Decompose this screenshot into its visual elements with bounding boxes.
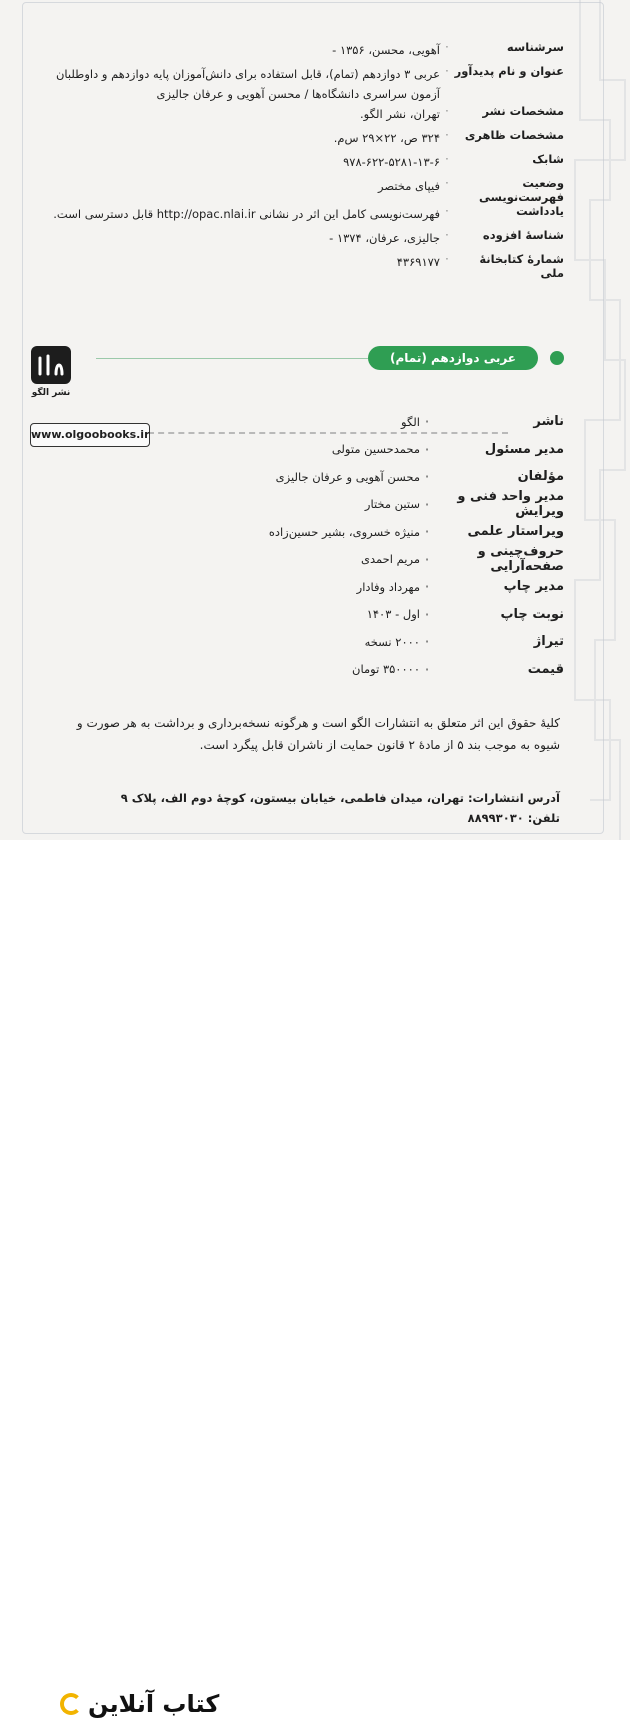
cip-label: شابک <box>532 152 564 166</box>
brand-logo[interactable] <box>60 1690 219 1718</box>
credit-value: مریم احمدی <box>360 552 420 567</box>
cip-label: عنوان و نام پدیدآور <box>454 64 564 78</box>
credits-section <box>244 408 564 683</box>
website-link[interactable]: www.olgoobooks.ir <box>30 423 150 447</box>
credit-label: مدیر چاپ <box>503 579 564 595</box>
credit-value: اول - ۱۴۰۳ <box>366 607 420 622</box>
credit-label: حروف‌چینی و صفحه‌آرایی <box>477 544 564 575</box>
credit-value: محمدحسین متولی <box>331 442 420 457</box>
cip-row: مشخصات نشر · تهران، نشر الگو. <box>44 104 564 128</box>
credit-row: مدیر واحد فنی و ویرایش · ستین مختار <box>244 491 564 519</box>
title-banner <box>368 346 564 372</box>
credit-value: ستین مختار <box>364 497 420 512</box>
banner-dot-icon <box>550 351 564 365</box>
credit-label: قیمت <box>527 661 564 677</box>
credit-row: نوبت چاپ · اول - ۱۴۰۳ <box>244 601 564 629</box>
credit-row: حروف‌چینی و صفحه‌آرایی · مریم احمدی <box>244 546 564 574</box>
credit-label: مدیر مسئول <box>484 441 564 457</box>
publisher-logo <box>28 346 74 408</box>
cip-label: شمارهٔ کتابخانهٔ ملی <box>479 252 564 280</box>
cip-row: شابک · ۹۷۸-۶۲۲-۵۲۸۱-۱۳-۶ <box>44 152 564 176</box>
credit-label: مؤلفان <box>517 469 564 485</box>
cip-label: سرشناسه <box>506 40 564 54</box>
cip-value: ۳۲۴ ص، ۲۲×۲۹ س‌م. <box>333 131 440 145</box>
credit-row: مدیر چاپ · مهرداد وفادار <box>244 573 564 601</box>
credit-row: ویراستار علمی · منیژه خسروی، بشیر حسین‌زاده <box>244 518 564 546</box>
credit-value: ۳۵۰۰۰۰ تومان <box>352 662 420 677</box>
credit-row: مدیر مسئول · محمدحسین متولی <box>244 436 564 464</box>
brand-name: کتاب آنلاین <box>88 1690 220 1718</box>
credit-value: ۲۰۰۰ نسخه <box>364 634 420 649</box>
publisher-phone: تلفن: ۸۸۹۹۳۰۳۰ <box>467 811 560 825</box>
decorative-border-pattern <box>570 0 630 840</box>
credit-value: مهرداد وفادار <box>356 579 420 594</box>
credit-value: محسن آهویی و عرفان جالیزی <box>275 469 420 484</box>
credit-row: مؤلفان · محسن آهویی و عرفان جالیزی <box>244 463 564 491</box>
cip-section <box>44 40 564 280</box>
credit-label: مدیر واحد فنی و ویرایش <box>457 489 564 520</box>
cip-row: شناسهٔ افزوده · جالیزی، عرفان، ۱۳۷۴ - <box>44 228 564 252</box>
publisher-address-block <box>60 788 560 828</box>
book-page <box>0 0 630 840</box>
footer-bar <box>0 840 630 1718</box>
credit-value: الگو <box>401 414 420 429</box>
credit-label: ناشر <box>533 414 564 430</box>
banner-title: عربی دوازدهم (تمام) <box>368 346 538 370</box>
cip-label: مشخصات ظاهری <box>464 128 564 142</box>
olgoo-logo-icon <box>31 346 71 384</box>
credit-label: تیراژ <box>533 634 564 650</box>
cip-row: یادداشت · فهرست‌نویسی کامل این اثر در نشانی http://opac.nlai.ir قابل دسترسی است. <box>44 204 564 228</box>
cip-label: شناسهٔ افزوده <box>482 228 564 242</box>
cip-row: مشخصات ظاهری · ۳۲۴ ص، ۲۲×۲۹ س‌م. <box>44 128 564 152</box>
cip-row: سرشناسه · آهویی، محسن، ۱۳۵۶ - <box>44 40 564 64</box>
cip-value: فیپای مختصر <box>378 179 440 193</box>
cip-value: ۴۳۶۹۱۷۷ <box>396 255 440 269</box>
credit-row: تیراژ · ۲۰۰۰ نسخه <box>244 628 564 656</box>
cip-value: آهویی، محسن، ۱۳۵۶ - <box>332 43 440 57</box>
cip-value: تهران، نشر الگو. <box>360 107 440 121</box>
logo-caption: نشر الگو <box>31 388 71 398</box>
cip-label: مشخصات نشر <box>482 104 564 118</box>
cip-label: وضعیت فهرست‌نویسی <box>479 176 564 204</box>
credit-row: قیمت · ۳۵۰۰۰۰ تومان <box>244 656 564 684</box>
credit-label: ویراستار علمی <box>467 524 564 540</box>
cip-value: عربی ۳ دوازدهم (تمام)، قابل استفاده برای دانش‌آموزان پایه دوازدهم و داوطلبان آزمون سراسری دانشگاه‌ها / محسن آهویی و عرفان جالیزی <box>55 67 440 101</box>
cip-value: ۹۷۸-۶۲۲-۵۲۸۱-۱۳-۶ <box>343 155 440 169</box>
credit-label: نوبت چاپ <box>500 606 564 622</box>
cip-row: شمارهٔ کتابخانهٔ ملی · ۴۳۶۹۱۷۷ <box>44 252 564 280</box>
cip-row: عنوان و نام پدیدآور · عربی ۳ دوازدهم (تمام)، قابل استفاده برای دانش‌آموزان پایه دوازدهم و داوطلبان آزمون سراسری دانشگاه‌ها / محسن آهویی و عرفان جالیزی <box>44 64 564 104</box>
publisher-address: آدرس انتشارات: تهران، میدان فاطمی، خیابان بیستون، کوچهٔ دوم الف، پلاک ۹ <box>120 791 560 805</box>
cip-row: وضعیت فهرست‌نویسی · فیپای مختصر <box>44 176 564 204</box>
banner-rule <box>96 358 368 359</box>
cip-value: جالیزی، عرفان، ۱۳۷۴ - <box>329 231 440 245</box>
cip-label: یادداشت <box>516 204 564 218</box>
cip-value: فهرست‌نویسی کامل این اثر در نشانی http://opac.nlai.ir قابل دسترسی است. <box>53 207 440 221</box>
credit-row: ناشر · الگو <box>244 408 564 436</box>
copyright-notice: کلیهٔ حقوق این اثر متعلق به انتشارات الگو است و هرگونه نسخه‌برداری و برداشت به هر صورت و شیوه به موجب بند ۵ از مادهٔ ۲ قانون حمایت از ناشران قابل پیگرد است. <box>76 716 560 752</box>
brand-ring-icon <box>60 1693 82 1715</box>
credit-value: منیژه خسروی، بشیر حسین‌زاده <box>268 524 420 539</box>
